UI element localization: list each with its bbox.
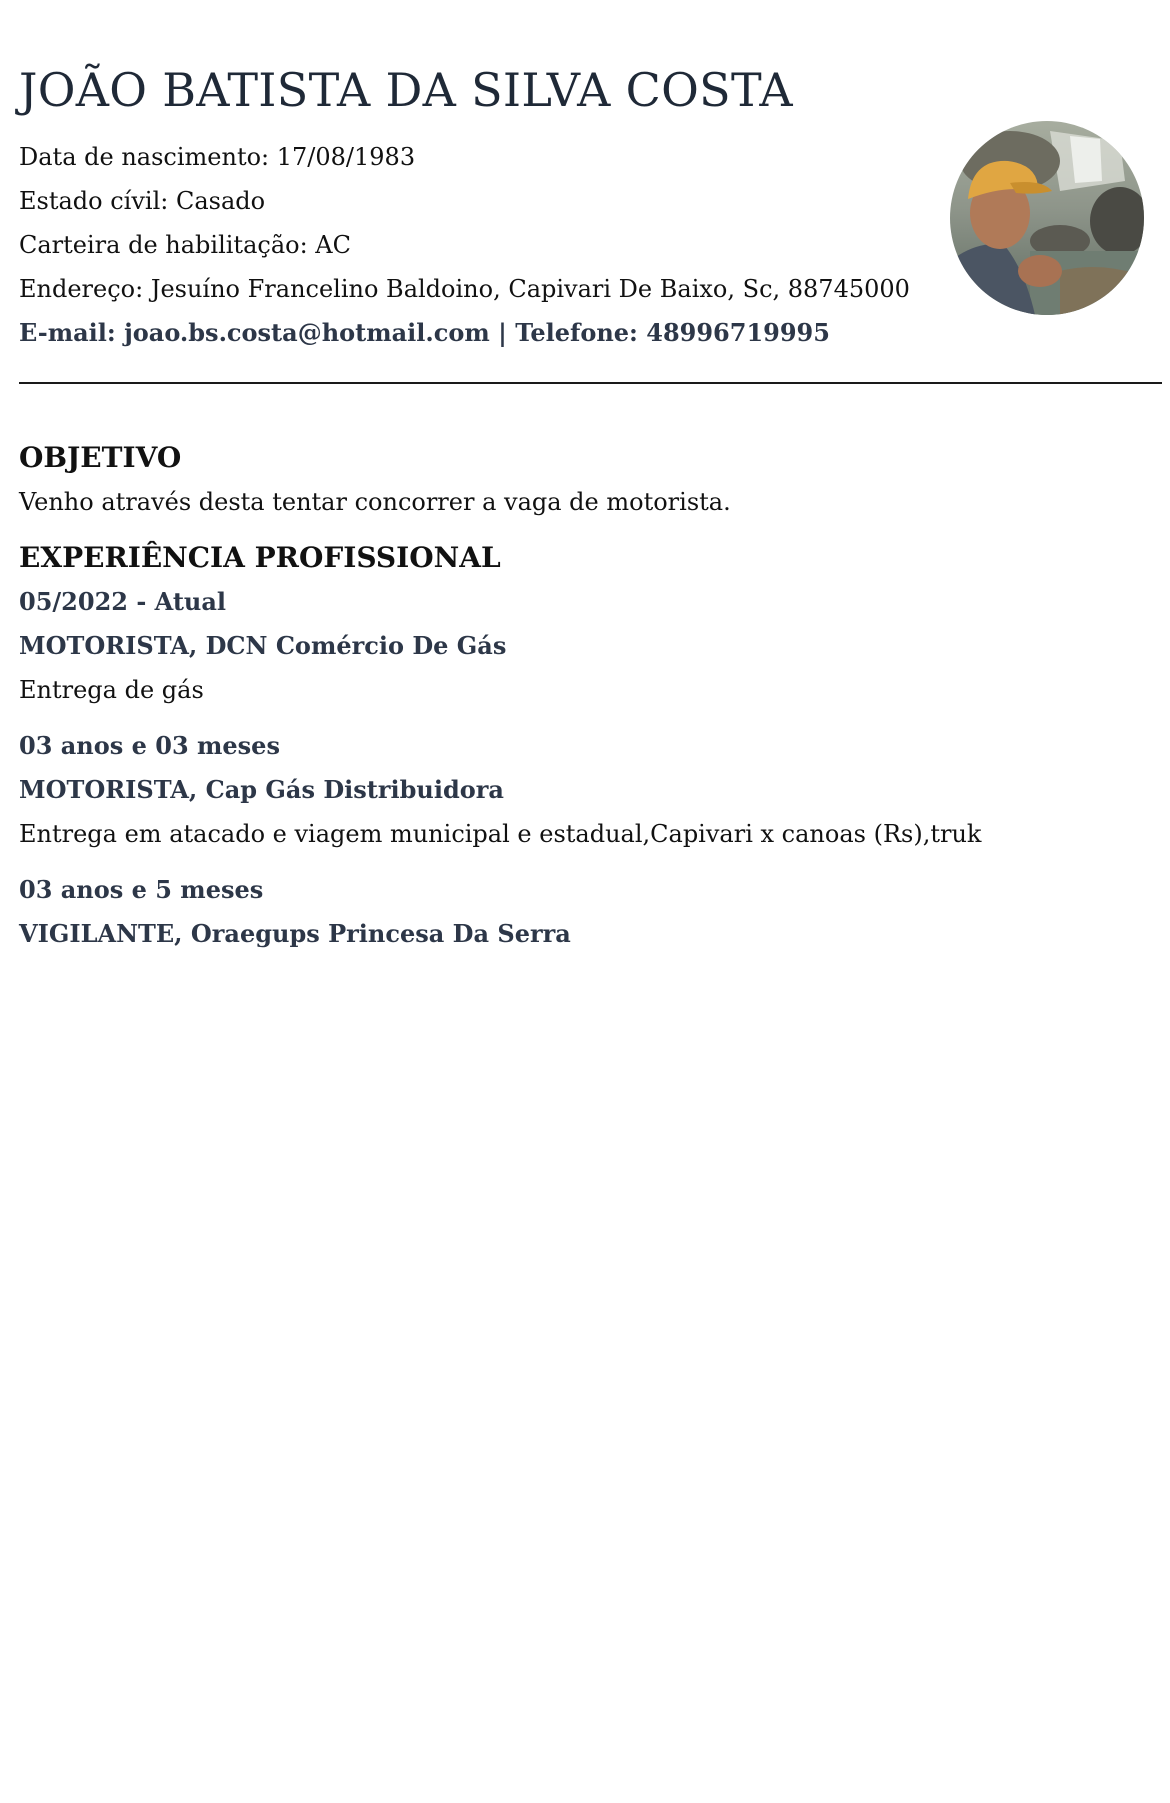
experience-role: MOTORISTA, Cap Gás Distribuidora	[19, 775, 504, 804]
resume-body	[19, 436, 1149, 956]
experience-period: 03 anos e 5 meses	[19, 875, 264, 904]
personal-info	[19, 135, 919, 355]
experience-item	[19, 724, 1149, 856]
objective-title: OBJETIVO	[19, 441, 182, 474]
experience-description: Entrega de gás	[19, 676, 204, 704]
address: Endereço: Jesuíno Francelino Baldoino, Capivari De Baixo, Sc, 88745000	[19, 275, 910, 303]
objective-text: Venho através desta tentar concorrer a vaga de motorista.	[19, 488, 731, 516]
driver-license: Carteira de habilitação: AC	[19, 231, 351, 259]
experience-description: Entrega em atacado e viagem municipal e estadual,Capivari x canoas (Rs),truk	[19, 820, 982, 848]
objective-section	[19, 436, 1149, 524]
profile-photo-icon	[950, 121, 1144, 315]
experience-period: 05/2022 - Atual	[19, 587, 227, 616]
experience-item	[19, 868, 1149, 956]
header-divider	[19, 382, 1162, 384]
experience-title: EXPERIÊNCIA PROFISSIONAL	[19, 541, 501, 574]
marital-status: Estado cívil: Casado	[19, 187, 266, 215]
experience-period: 03 anos e 03 meses	[19, 731, 280, 760]
experience-role: MOTORISTA, DCN Comércio De Gás	[19, 631, 507, 660]
experience-section	[19, 536, 1149, 956]
experience-item	[19, 580, 1149, 712]
experience-role: VIGILANTE, Oraegups Princesa Da Serra	[19, 919, 571, 948]
birth-date: Data de nascimento: 17/08/1983	[19, 143, 416, 171]
contact-line: E-mail: joao.bs.costa@hotmail.com | Telefone: 48996719995	[19, 318, 830, 347]
candidate-name: JOÃO BATISTA DA SILVA COSTA	[19, 63, 793, 117]
profile-photo	[950, 121, 1144, 315]
